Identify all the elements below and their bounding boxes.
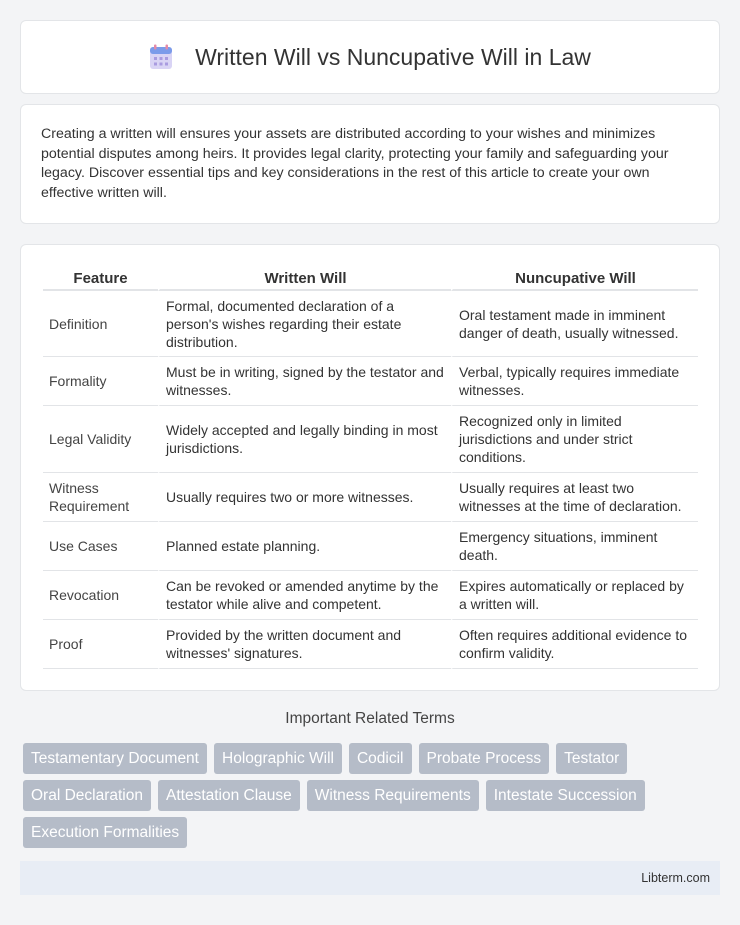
nuncupative-cell: Usually requires at least two witnesses at the time of declaration. xyxy=(451,473,698,522)
related-term-tag[interactable]: Attestation Clause xyxy=(158,780,300,811)
related-term-tag[interactable]: Execution Formalities xyxy=(23,817,187,848)
footer xyxy=(20,861,720,895)
related-terms-list xyxy=(23,743,723,854)
nuncupative-cell: Recognized only in limited jurisdictions and under strict conditions. xyxy=(451,406,698,473)
related-term-tag[interactable]: Holographic Will xyxy=(214,743,342,774)
written-cell: Planned estate planning. xyxy=(158,522,451,571)
feature-cell: Legal Validity xyxy=(43,406,158,473)
related-term-tag[interactable]: Intestate Succession xyxy=(486,780,645,811)
related-term-tag[interactable]: Codicil xyxy=(349,743,412,774)
written-cell: Can be revoked or amended anytime by the testator while alive and competent. xyxy=(158,571,451,620)
footer-site-link[interactable]: Libterm.com xyxy=(641,871,710,885)
feature-cell: Witness Requirement xyxy=(43,473,158,522)
nuncupative-cell: Oral testament made in imminent danger of death, usually witnessed. xyxy=(451,291,698,357)
nuncupative-cell: Emergency situations, imminent death. xyxy=(451,522,698,571)
written-cell: Usually requires two or more witnesses. xyxy=(158,473,451,522)
related-terms-title: Important Related Terms xyxy=(285,710,455,727)
table-row xyxy=(43,620,698,669)
header-card xyxy=(20,20,720,94)
feature-cell: Formality xyxy=(43,357,158,406)
intro-text: Creating a written will ensures your assets are distributed according to your wishes and minimizes potential disputes among heirs. It provides legal clarity, protecting your family and safeguarding your legacy. Discover essential tips and key considerations in the rest of this article to create your own effective written will. xyxy=(41,126,669,201)
related-term-tag[interactable]: Testator xyxy=(556,743,627,774)
table-row xyxy=(43,571,698,620)
written-cell: Formal, documented declaration of a person's wishes regarding their estate distribution. xyxy=(158,291,451,357)
nuncupative-cell: Verbal, typically requires immediate witnesses. xyxy=(451,357,698,406)
written-cell: Must be in writing, signed by the testator and witnesses. xyxy=(158,357,451,406)
related-term-tag[interactable]: Testamentary Document xyxy=(23,743,207,774)
header-nuncupative-will: Nuncupative Will xyxy=(451,265,698,291)
feature-cell: Proof xyxy=(43,620,158,669)
nuncupative-cell: Expires automatically or replaced by a written will. xyxy=(451,571,698,620)
comparison-card xyxy=(20,244,720,691)
calendar-icon xyxy=(149,44,173,70)
written-cell: Widely accepted and legally binding in most jurisdictions. xyxy=(158,406,451,473)
related-term-tag[interactable]: Probate Process xyxy=(419,743,550,774)
header-feature: Feature xyxy=(43,265,158,291)
feature-cell: Use Cases xyxy=(43,522,158,571)
intro-card xyxy=(20,104,720,224)
feature-cell: Revocation xyxy=(43,571,158,620)
table-row xyxy=(43,406,698,473)
related-term-tag[interactable]: Oral Declaration xyxy=(23,780,151,811)
written-cell: Provided by the written document and witnesses' signatures. xyxy=(158,620,451,669)
related-term-tag[interactable]: Witness Requirements xyxy=(307,780,479,811)
table-row xyxy=(43,473,698,522)
nuncupative-cell: Often requires additional evidence to confirm validity. xyxy=(451,620,698,669)
table-row xyxy=(43,291,698,357)
feature-cell: Definition xyxy=(43,291,158,357)
table-header-row xyxy=(43,265,698,291)
comparison-table xyxy=(43,265,698,669)
page-title: Written Will vs Nuncupative Will in Law xyxy=(195,43,591,70)
table-row xyxy=(43,522,698,571)
header-written-will: Written Will xyxy=(158,265,451,291)
table-row xyxy=(43,357,698,406)
